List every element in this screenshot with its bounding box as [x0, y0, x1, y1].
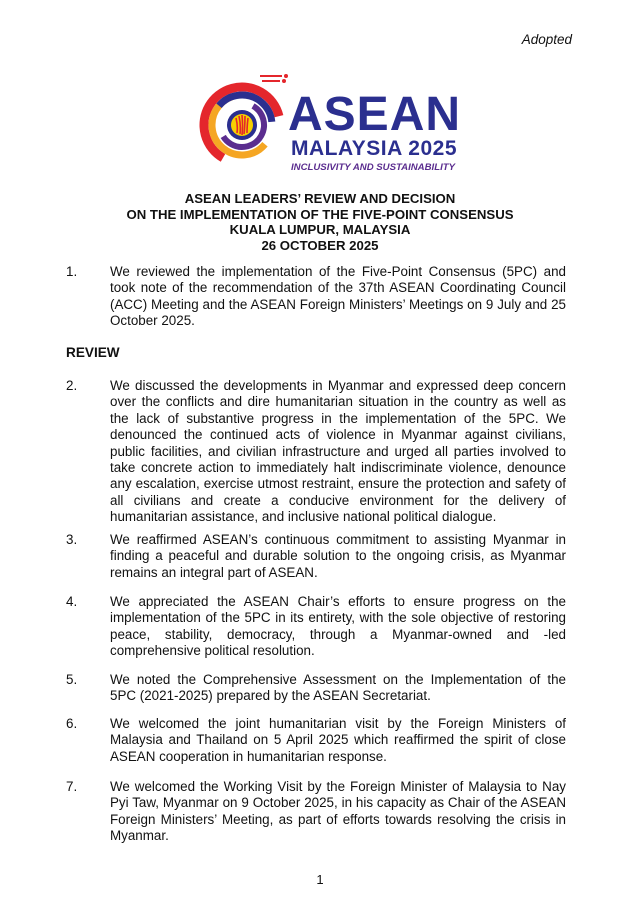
paragraph-2 [66, 378, 566, 526]
paragraph-5 [66, 672, 566, 705]
title-line: ASEAN LEADERS’ REVIEW AND DECISION [184, 191, 456, 206]
logo-tagline: INCLUSIVITY AND SUSTAINABILITY [291, 162, 455, 173]
paragraph-number: 4. [66, 594, 78, 609]
paragraph-text: We welcomed the joint humanitarian visit by the Foreign Ministers of Malaysia and Thailand on 5 April 2025 which reaffirmed the spirit of close ASEAN cooperation in humanitarian response. [110, 716, 566, 764]
paragraph-text: We reviewed the implementation of the Five-Point Consensus (5PC) and took note of the recommendation of the 37th ASEAN Coordinating Council (ACC) Meeting and the ASEAN Foreign Ministers’ Meetings on 9 July and 25 October 2025. [110, 264, 566, 329]
paragraph-4 [66, 594, 566, 660]
paragraph-6 [66, 716, 566, 765]
paragraph-text: We welcomed the Working Visit by the Foreign Minister of Malaysia to Nay Pyi Taw, Myanmar on 9 October 2025, in his capacity as Chair of the ASEAN Foreign Ministers’ Meeting, as part of efforts towards resolving the crisis in Myanmar. [110, 779, 566, 844]
page-number: 1 [316, 872, 324, 887]
paragraph-text: We reaffirmed ASEAN’s continuous commitment to assisting Myanmar in finding a peaceful and durable solution to the ongoing crisis, as Myanmar remains an integral part of ASEAN. [110, 532, 566, 580]
paragraph-text: We noted the Comprehensive Assessment on the Implementation of the 5PC (2021-2025) prepared by the ASEAN Secretariat. [110, 672, 566, 704]
paragraph-number: 5. [66, 672, 78, 687]
paragraph-7 [66, 779, 566, 845]
paragraph-text: We appreciated the ASEAN Chair’s efforts to ensure progress on the implementation of the 5PC in its entirety, with the sole objective of restoring peace, stability, democracy, through a Myanmar-owned and -led comprehensive political resolution. [110, 594, 566, 659]
paragraph-number: 7. [66, 779, 78, 794]
paragraph-number: 1. [66, 264, 78, 279]
title-line: KUALA LUMPUR, MALAYSIA [229, 222, 411, 237]
logo-swirl-icon [190, 73, 294, 177]
paragraph-3 [66, 532, 566, 581]
document-status: Adopted [521, 32, 572, 47]
logo-wordmark: ASEAN [288, 88, 462, 141]
paragraph-number: 3. [66, 532, 78, 547]
title-date: 26 OCTOBER 2025 [261, 237, 379, 253]
asean-malaysia-2025-logo [190, 70, 465, 180]
section-heading-review: REVIEW [66, 345, 120, 360]
document-title [0, 191, 640, 253]
logo-subtitle: MALAYSIA 2025 [291, 137, 458, 160]
title-line: ON THE IMPLEMENTATION OF THE FIVE-POINT CONSENSUS [126, 206, 514, 222]
paragraph-text: We discussed the developments in Myanmar and expressed deep concern over the conflicts and dire humanitarian situation in the country as well as the lack of substantive progress in the implementation of the 5PC. We denounced the continued acts of violence in Myanmar against civilians, public facilities, and civilian infrastructure and urged all parties involved to take concrete action to immediately halt indiscriminate violence, denounce any escalation, exercise utmost restraint, ensure the protection and safety of all civilians and create a conducive environment for the delivery of humanitarian assistance, and inclusive national political dialogue. [110, 378, 566, 525]
paragraph-number: 2. [66, 378, 78, 393]
paragraph-1 [66, 264, 566, 330]
paragraph-number: 6. [66, 716, 78, 731]
